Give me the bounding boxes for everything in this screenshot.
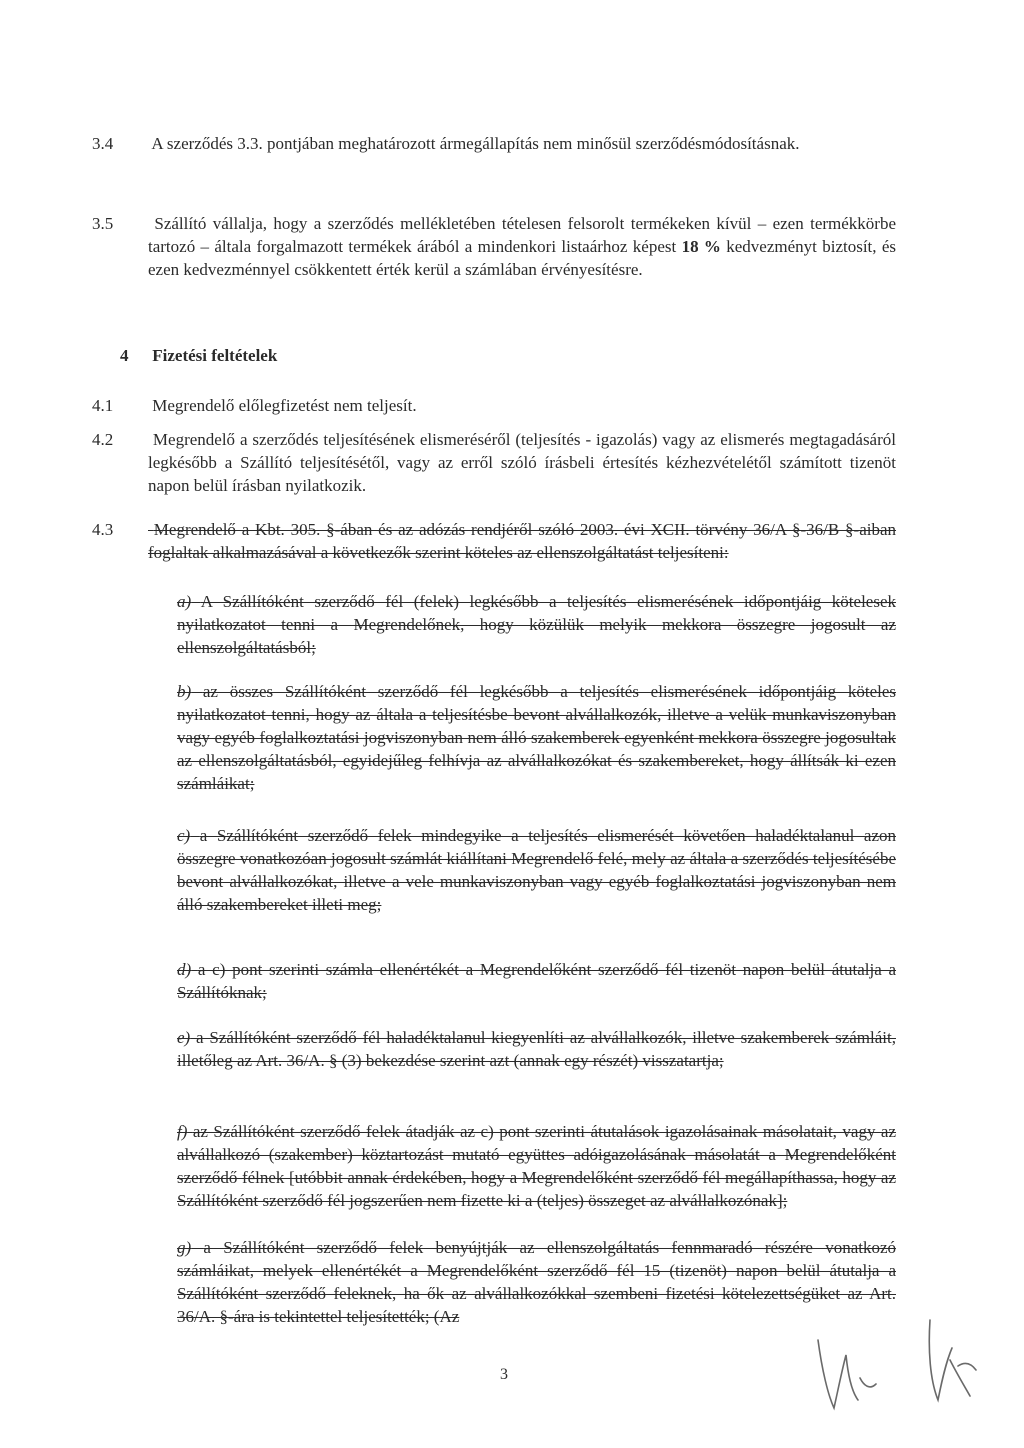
section-heading-4 [120,346,277,366]
heading-title: Fizetési feltételek [152,346,278,365]
item-text: az Szállítóként szerződő felek átadják az c) pont szerinti átutalások igazolásainak másolatait, vagy az alvállalkozó (szakember) köztartozást mutató együttes adóigazolásának másolatát a Megrendelőként szerződő félnek [utóbbit annak érdekében, hogy a Megrendelőként szerződő fél megállapíthassa, hogy az Szállítóként szerződő fél jogszerűen nem fizette ki a (teljes) összeget az alvállalkozónak]; [177,1122,897,1210]
heading-number: 4 [120,346,129,365]
item-text: a Szállítóként szerződő felek benyújtják az ellenszolgáltatás fennmaradó részére vonatkozó számláikat, melyek ellenértékét a Megrendelőként szerződő fél 15 (tizenöt) napon belül átutalja a Szállítóként szerződő feleknek, ha ők az alvállalkozókkal szembeni fizetési kötelezettségüket az Art. 36/A. §-ára is tekintettel teljesítették; (Az [177,1238,897,1326]
item-letter: f) [177,1122,188,1141]
item-text: a Szállítóként szerződő felek mindegyike a teljesítés elismerését követően haladéktalanul azon összegre vonatkozóan jogosult számlát kiállítani Megrendelő felé, mely az általa a szerződés teljesítésébe bevont alvállalkozókat, illetve a vele munkaviszonyban vagy egyéb foglalkoztatási jogviszonyban nem álló szakembereket illeti meg; [177,826,896,914]
section-3-5 [92,212,897,281]
item-text: a Szállítóként szerződő fél haladéktalanul kiegyenlíti az alvállalkozók, illetve szakemberek számláit, illetőleg az Art. 36/A. § (3) bekezdése szerint azt (annak egy részét) visszatartja; [177,1028,896,1070]
item-letter: b) [177,682,192,701]
discount-value: 18 % [681,237,721,256]
section-number: 4.1 [92,396,114,415]
signature-initials [800,1300,1000,1420]
item-letter: a) [177,592,192,611]
item-letter: c) [177,826,191,845]
section-text: Megrendelő a szerződés teljesítésének elismeréséről (teljesítés - igazolás) vagy az elismerés megtagadásáról legkésőbb a Szállító teljesítésétől, vagy az erről szóló írásbeli értesítés kézhezvételétől számított tizenöt napon belül írásban nyilatkozik. [148,430,896,495]
section-number: 3.4 [92,134,114,153]
item-text: az összes Szállítóként szerződő fél legkésőbb a teljesítés elismerésének időpontjáig köteles nyilatkozatot tenni, hogy az általa a teljesítésbe bevont alvállalkozók, illetve a velük munkaviszonyban vagy egyéb foglalkoztatási jogviszonyban nem álló szakemberek egyenként mekkora összegre jogosultak az ellenszolgáltatásból, egyidejűleg felhívja az alvállalkozókat és szakembereket, hogy állítsák ki ezen számláikat; [177,682,896,793]
list-item-b [177,680,896,795]
section-4-2 [92,428,896,497]
section-text: A szerződés 3.3. pontjában meghatározott ármegállapítás nem minősül szerződésmódosításnak. [151,134,800,153]
page-number: 3 [500,1366,508,1383]
item-text: a c) pont szerinti számla ellenértékét a Megrendelőként szerződő fél tizenöt napon belül átutalja a Szállítóknak; [177,960,897,1002]
list-item-d [177,958,896,1004]
section-4-1 [92,394,896,417]
section-text: Megrendelő előlegfizetést nem teljesít. [152,396,417,415]
list-item-g [177,1236,896,1328]
section-text-cont: kedvezményt biztosít, és ezen kedvezménnyel csökkentett érték kerül a számlában érvényesítésre. [148,237,897,279]
item-letter: d) [177,960,192,979]
item-letter: g) [177,1238,192,1257]
list-item-a [177,590,896,659]
section-4-3-struck [92,518,897,564]
list-item-e [177,1026,896,1072]
section-number: 4.3 [92,520,114,539]
list-item-f [177,1120,896,1212]
item-letter: e) [177,1028,191,1047]
section-number: 4.2 [92,430,114,449]
section-number: 3.5 [92,214,114,233]
section-text: Szállító vállalja, hogy a szerződés mellékletében tételesen felsorolt termékeken kívül – ezen termékkörbe tartozó – általa forgalmazott termékek árából a mindenkori listaárhoz képest [148,214,897,256]
item-text: A Szállítóként szerződő fél (felek) legkésőbb a teljesítés elismerésének időpontjáig kötelesek nyilatkozatot tenni a Megrendelőnek, hogy közülük melyik mekkora összegre jogosult az ellenszolgáltatásból; [177,592,897,657]
section-text: Megrendelő a Kbt. 305. §-ában és az adózás rendjéről szóló 2003. évi XCII. törvény 36/A §-36/B §-aiban foglaltak alkalmazásával a következők szerint köteles az ellenszolgáltatást teljesíteni: [148,520,897,562]
list-item-c [177,824,896,916]
section-3-4 [92,132,896,155]
